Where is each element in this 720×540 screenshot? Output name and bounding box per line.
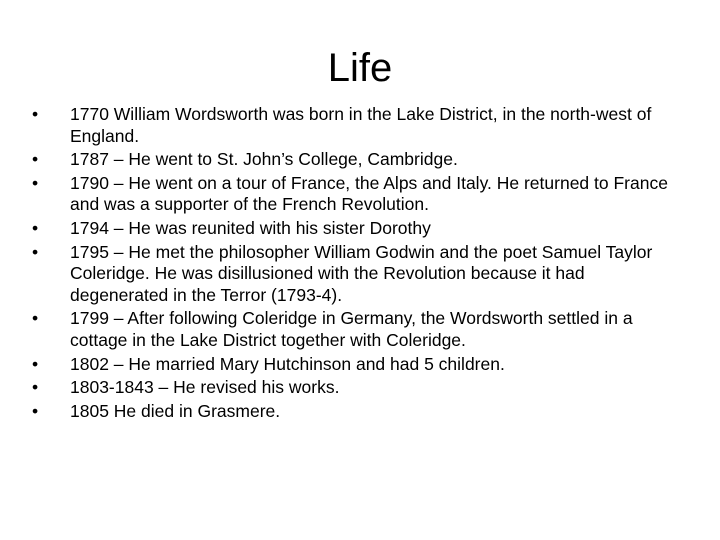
bullet-list <box>32 104 672 425</box>
list-item-text: 1799 – After following Coleridge in Germany, the Wordsworth settled in a cottage in the Lake District together with Coleridge. <box>70 308 633 350</box>
list-item-text: 1795 – He met the philosopher William Godwin and the poet Samuel Taylor Coleridge. He was disillusioned with the Revolution because it had degenerated in the Terror (1793-4). <box>70 241 653 305</box>
list-item-text: 1790 – He went on a tour of France, the Alps and Italy. He returned to France and was a supporter of the French Revolution. <box>70 172 668 215</box>
bullet-icon: • <box>32 377 39 398</box>
list-item-text: 1794 – He was reunited with his sister Dorothy <box>70 218 431 239</box>
bullet-icon: • <box>32 172 39 193</box>
list-item <box>32 401 672 423</box>
bullet-icon: • <box>32 353 39 374</box>
bullet-icon: • <box>32 308 39 329</box>
list-item-text: 1805 He died in Grasmere. <box>70 401 281 421</box>
list-item-text: 1770 William Wordsworth was born in the Lake District, in the north-west of England. <box>70 104 652 146</box>
list-item <box>32 104 672 147</box>
bullet-icon: • <box>32 218 39 239</box>
bullet-icon: • <box>32 401 39 421</box>
list-item <box>32 354 672 376</box>
list-item-text: 1787 – He went to St. John’s College, Cambridge. <box>70 149 458 170</box>
list-item <box>32 377 672 399</box>
list-item-text: 1802 – He married Mary Hutchinson and had 5 children. <box>70 353 505 374</box>
bullet-icon: • <box>32 241 39 262</box>
list-item <box>32 149 672 171</box>
slide-title: Life <box>327 46 393 90</box>
list-item <box>32 218 672 240</box>
list-item <box>32 173 672 216</box>
bullet-icon: • <box>32 149 39 170</box>
list-item-text: 1803-1843 – He revised his works. <box>70 377 340 398</box>
list-item <box>32 242 672 307</box>
bullet-icon: • <box>32 104 39 124</box>
list-item <box>32 308 672 351</box>
